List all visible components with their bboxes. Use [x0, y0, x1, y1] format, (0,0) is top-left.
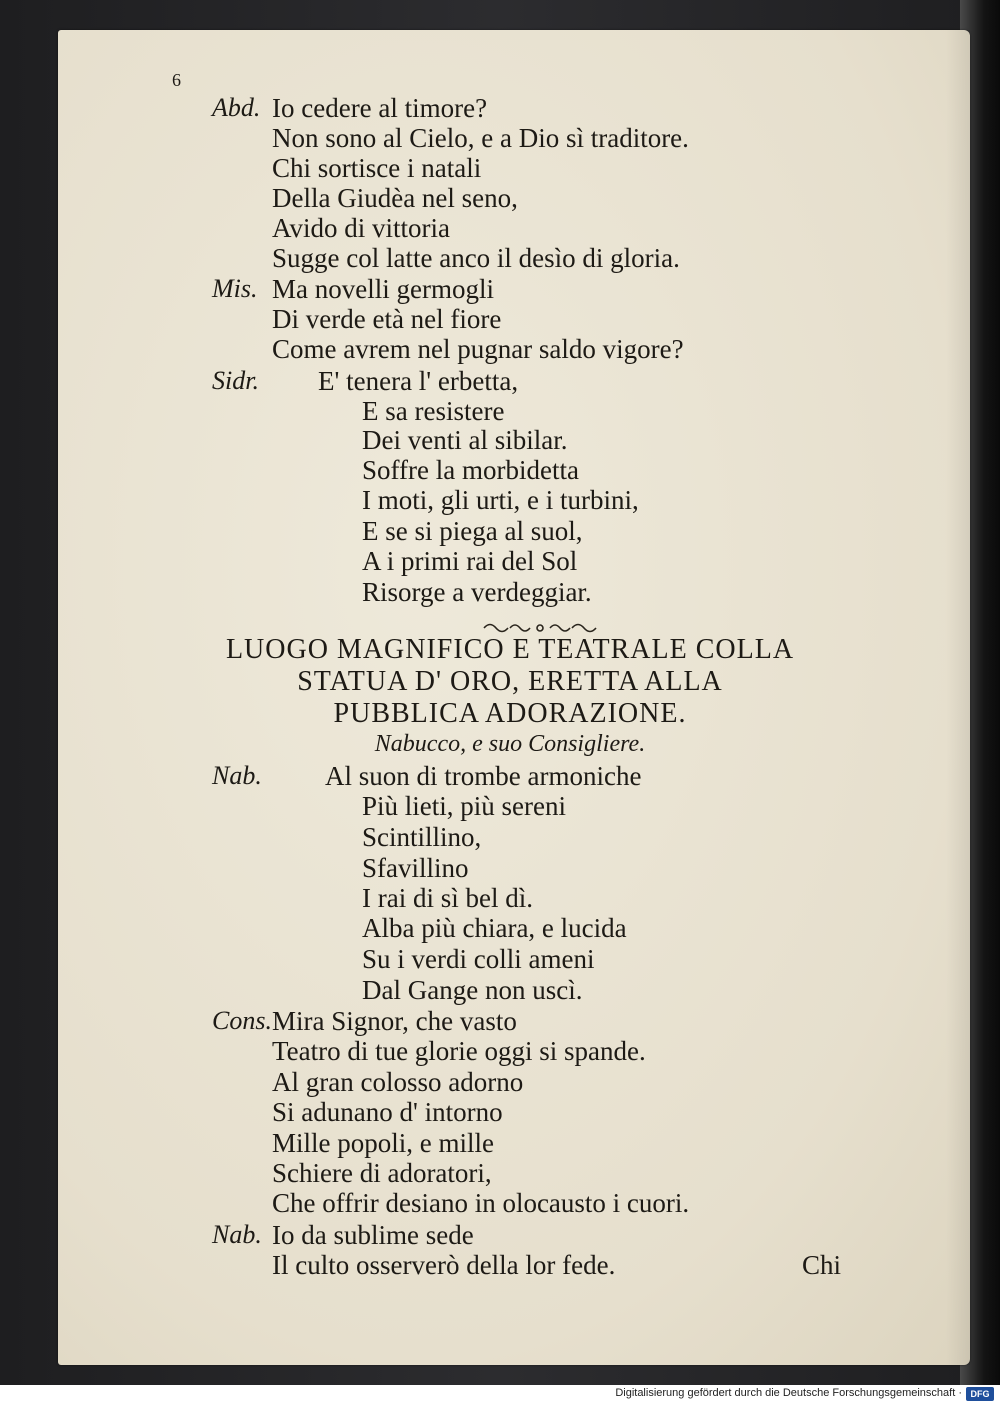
- verse-line: Scintillino,: [362, 822, 482, 852]
- verse-line: Io cedere al timore?: [272, 93, 488, 123]
- speaker-label: Abd.: [212, 93, 261, 122]
- verse-line: E sa resistere: [362, 396, 505, 426]
- verse-line: A i primi rai del Sol: [362, 546, 578, 576]
- verse-line: Sfavillino: [362, 853, 469, 883]
- speaker-label: Cons.: [212, 1006, 272, 1035]
- page-number: 6: [172, 70, 181, 90]
- funding-notice: Digitalisierung gefördert durch die Deutsche Forschungsgemeinschaft ·: [615, 1387, 962, 1399]
- verse-line: Soffre la morbidetta: [362, 455, 579, 485]
- verse-line: Teatro di tue glorie oggi si spande.: [272, 1036, 646, 1066]
- verse-line: Dal Gange non uscì.: [362, 975, 583, 1005]
- verse-line: Non sono al Cielo, e a Dio sì traditore.: [272, 123, 689, 153]
- scene-heading-line: PUBBLICA ADORAZIONE.: [333, 698, 687, 729]
- verse-line: Mira Signor, che vasto: [272, 1006, 517, 1036]
- verse-line: Più lieti, più sereni: [362, 791, 566, 821]
- verse-line: Il culto osserverò della lor fede.: [272, 1250, 616, 1280]
- dfg-logo-icon: DFG: [966, 1387, 994, 1401]
- verse-line: Risorge a verdeggiar.: [362, 577, 592, 607]
- verse-line: Ma novelli germogli: [272, 274, 494, 304]
- speaker-label: Nab.: [212, 761, 262, 790]
- verse-line: Schiere di adoratori,: [272, 1158, 492, 1188]
- scene-characters: Nabucco, e suo Consigliere.: [374, 731, 646, 757]
- verse-line: Io da sublime sede: [272, 1220, 474, 1250]
- verse-line: Chi sortisce i natali: [272, 153, 482, 183]
- catchword: Chi: [802, 1250, 842, 1280]
- speaker-label: Mis.: [212, 274, 258, 303]
- verse-line: Alba più chiara, e lucida: [362, 913, 627, 943]
- scene-heading-line: LUOGO MAGNIFICO E TEATRALE COLLA: [225, 634, 795, 665]
- verse-line: Avido di vittoria: [272, 213, 450, 243]
- verse-line: I moti, gli urti, e i turbini,: [362, 485, 639, 515]
- verse-line: Mille popoli, e mille: [272, 1128, 494, 1158]
- verse-line: Si adunano d' intorno: [272, 1097, 503, 1127]
- footer-bar: [0, 1385, 1000, 1404]
- verse-line: Che offrir desiano in olocausto i cuori.: [272, 1188, 690, 1218]
- scene-heading-line: STATUA D' ORO, ERETTA ALLA: [297, 666, 723, 697]
- page-shadow: [946, 30, 970, 1365]
- verse-line: Come avrem nel pugnar saldo vigore?: [272, 334, 684, 364]
- verse-line: Di verde età nel fiore: [272, 304, 502, 334]
- verse-line: Al gran colosso adorno: [272, 1067, 524, 1097]
- verse-line: Sugge col latte anco il desìo di gloria.: [272, 243, 680, 273]
- verse-line: E se si piega al suol,: [362, 516, 583, 546]
- speaker-label: Nab.: [212, 1220, 262, 1249]
- verse-line: Su i verdi colli ameni: [362, 944, 595, 974]
- speaker-label: Sidr.: [212, 366, 259, 395]
- verse-line: Della Giudèa nel seno,: [272, 183, 518, 213]
- verse-line: I rai di sì bel dì.: [362, 883, 533, 913]
- verse-line: Al suon di trombe armoniche: [325, 761, 642, 791]
- verse-line: E' tenera l' erbetta,: [318, 366, 519, 396]
- verse-line: Dei venti al sibilar.: [362, 425, 568, 455]
